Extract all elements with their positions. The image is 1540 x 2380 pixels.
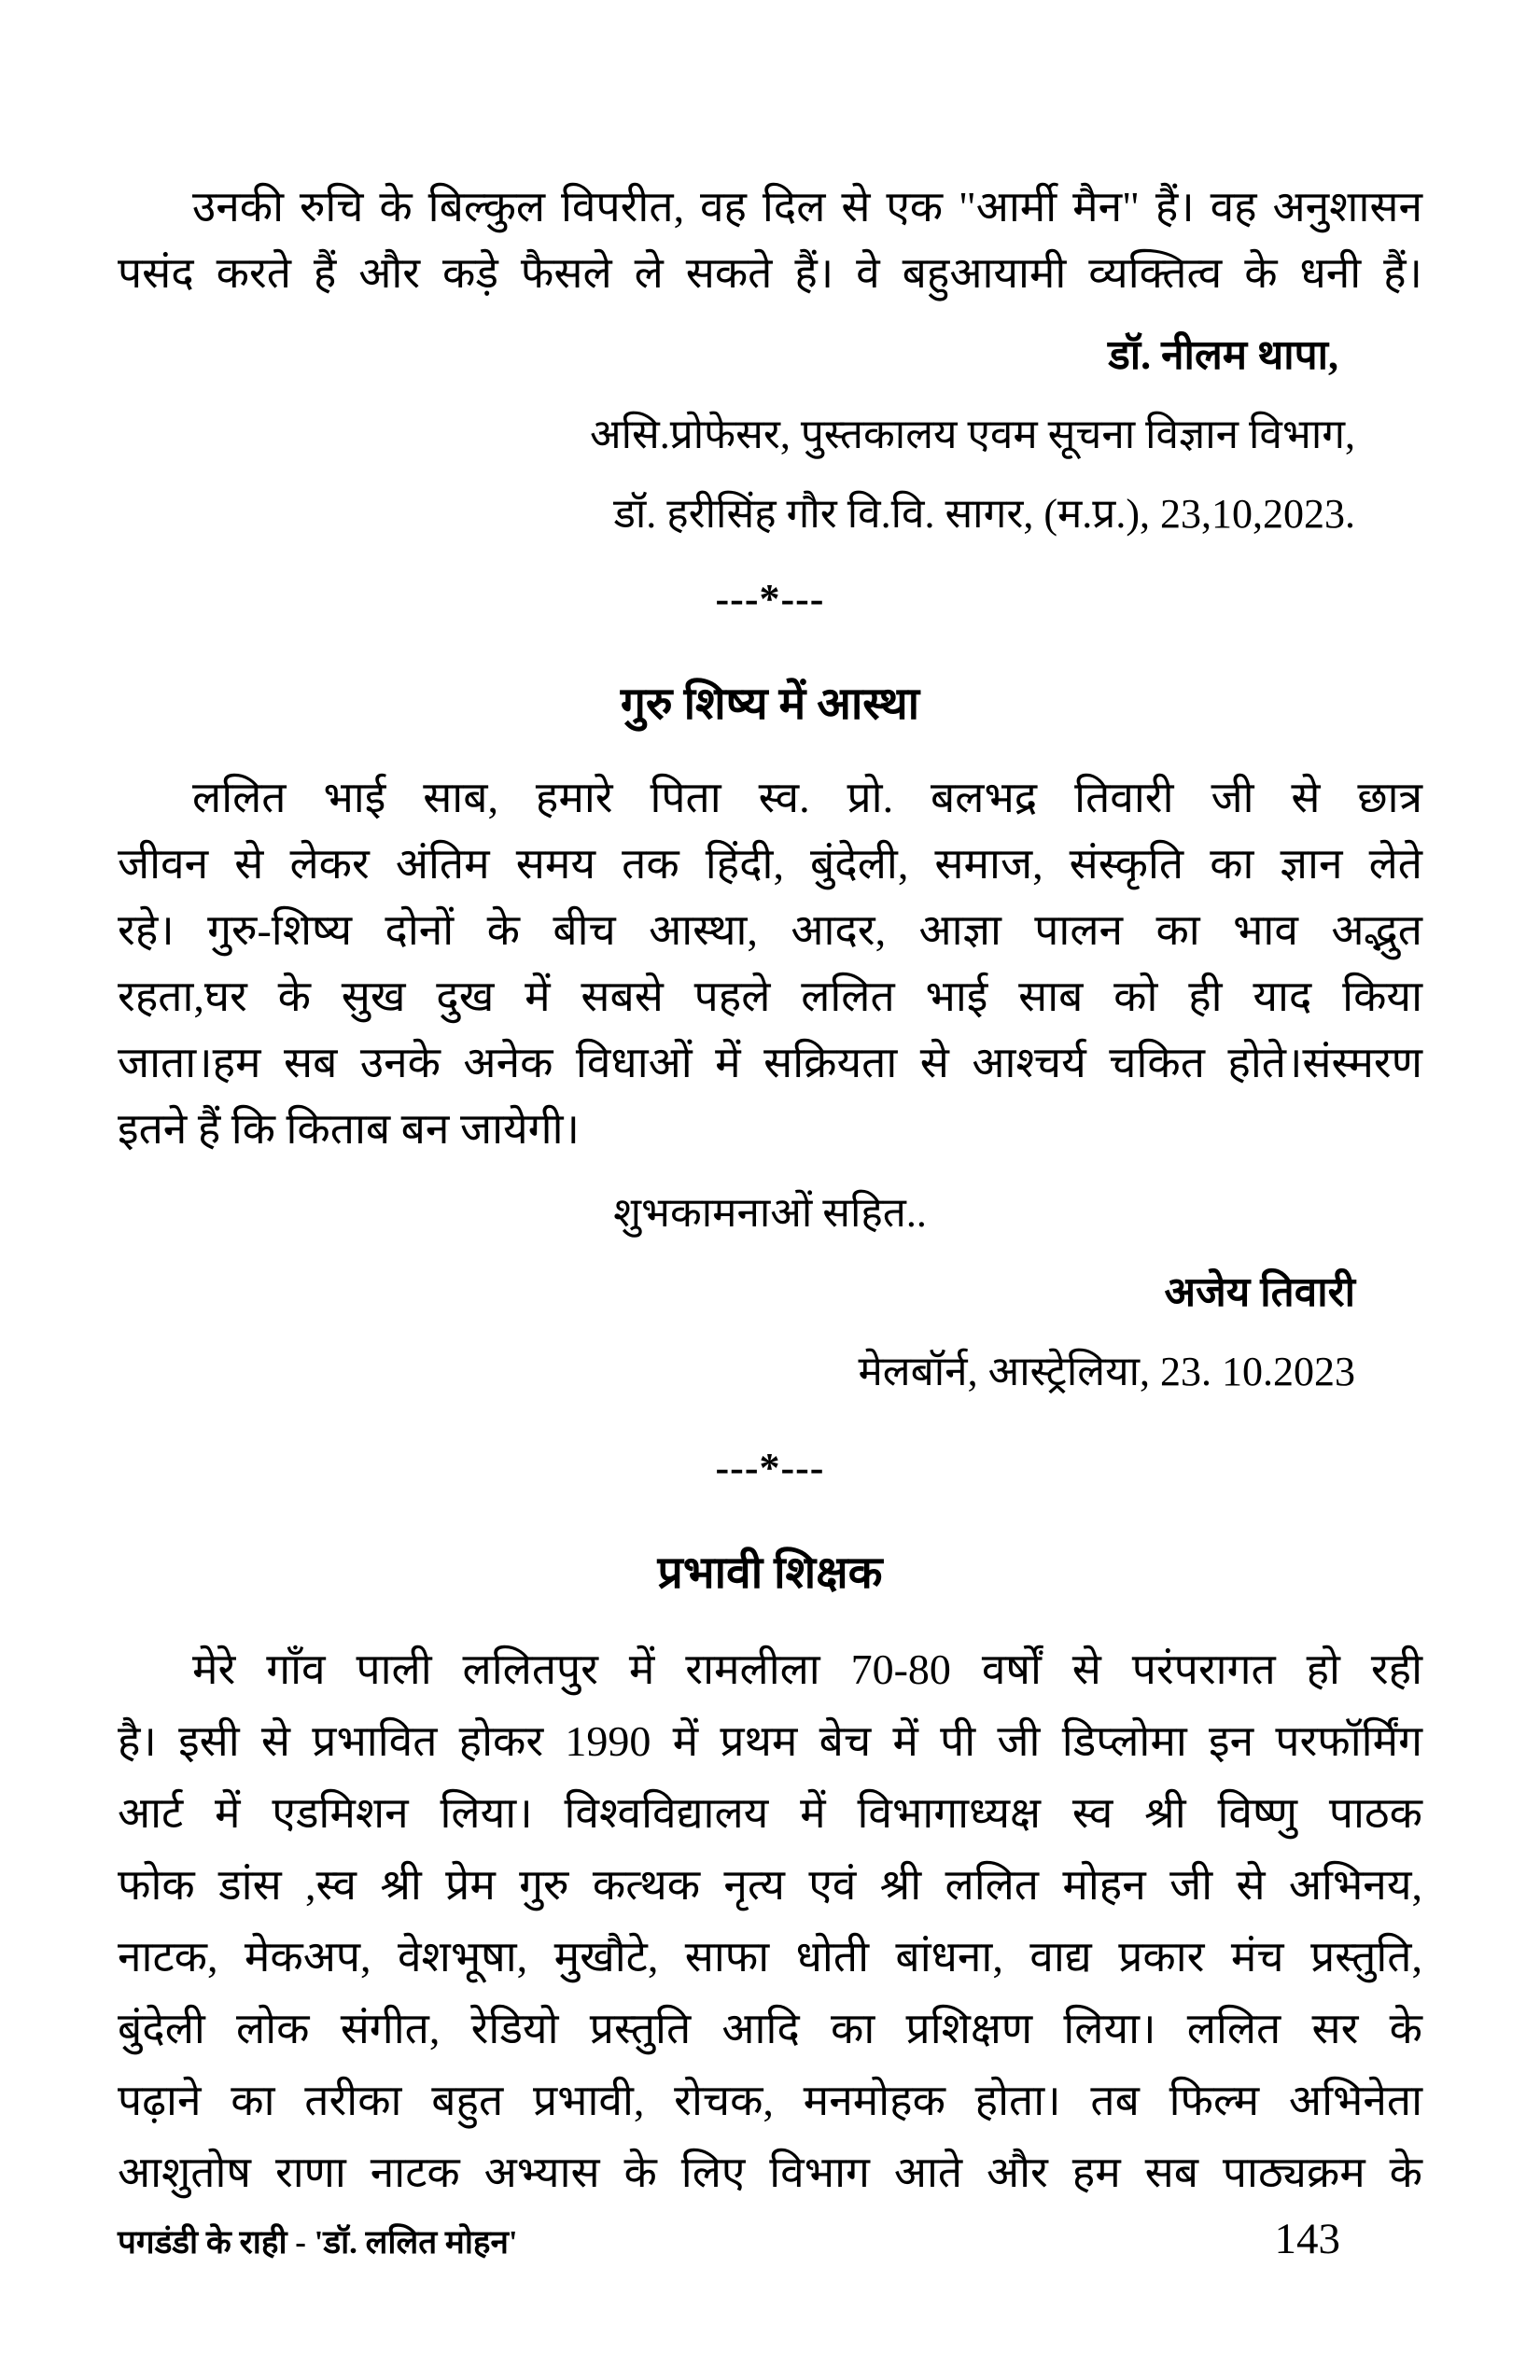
section-heading: गुरु शिष्य में आस्था [620,679,920,729]
section-divider: ---*--- [715,1445,825,1491]
paragraph-line: इतने हैं कि किताब बन जायेगी। [118,1105,580,1153]
paragraph-line: पसंद करते हैं और कड़े फैसले ले सकते हैं। वे बहुआयामी व्यक्तित्व के धनी हैं। [118,249,1422,297]
paragraph-line: मेरे गाँव पाली ललितपुर में रामलीला 70-80 वर्षों से परंपरागत हो रही [192,1645,1422,1693]
section-paragraph [118,1633,1422,2208]
paragraph-line: उनकी रुचि के बिल्कुल विपरीत, वह दिल से एक "आर्मी मैन" हैं। वह अनुशासन [192,183,1422,231]
paragraph-line: बुंदेली लोक संगीत, रेडियो प्रस्तुति आदि का प्रशिक्षण लिया। ललित सर के [118,2005,1422,2052]
section-divider: ---*--- [715,576,825,622]
paragraph-line: आर्ट में एडमिशन लिया। विश्वविद्यालय में विभागाध्यक्ष स्व श्री विष्णु पाठक [118,1789,1422,1837]
page-footer [118,2214,1422,2264]
author-signature: अजेय तिवारी [1164,1269,1355,1315]
paragraph-line: नाटक, मेकअप, वेशभूषा, मुखौटे, साफा धोती बांधना, वाद्य प्रकार मंच प्रस्तुति, [118,1933,1422,1981]
attribution-block [118,315,1422,553]
paragraph-line: रहता,घर के सुख दुख में सबसे पहले ललित भाई साब को ही याद किया [118,973,1422,1020]
footer-page-number: 143 [1274,2215,1340,2263]
section-paragraph [118,764,1422,1162]
author-place-date: मेलबॉर्न, आस्ट्रेलिया, 23. 10.2023 [858,1349,1355,1394]
paragraph-line: है। इसी से प्रभावित होकर 1990 में प्रथम बेच में पी जी डिप्लोमा इन परफॉर्मिंग [118,1717,1422,1765]
paragraph-line: रहे। गुरु-शिष्य दोनों के बीच आस्था, आदर, आज्ञा पालन का भाव अद्भुत [118,906,1422,954]
author-designation: असि.प्रोफेसर, पुस्तकालय एवम सूचना विज्ञान विभाग, [589,412,1355,457]
paragraph-line: आशुतोष राणा नाटक अभ्यास के लिए विभाग आते और हम सब पाठ्यक्रम के [118,2149,1422,2196]
section-heading: प्रभावी शिक्षक [657,1548,883,1598]
author-place-date: डॉ. हरीसिंह गौर वि.वि. सागर, (म.प्र.), 23,10,2023. [613,491,1355,537]
author-signature: डॉ. नीलम थापा, [1108,332,1338,378]
paragraph-line: फोक डांस ,स्व श्री प्रेम गुरु कत्थक नृत्य एवं श्री ललित मोहन जी से अभिनय, [118,1861,1422,1909]
footer-book-title: पगडंडी के राही - 'डॉ. ललित मोहन' [118,2224,518,2261]
quote-paragraph [118,174,1422,306]
closing-wishes: शुभकामनाओं सहित.. [613,1190,927,1236]
paragraph-line: जीवन से लेकर अंतिम समय तक हिंदी, बुंदेली, समाज, संस्कृति का ज्ञान लेते [118,840,1422,888]
paragraph-line: जाता।हम सब उनके अनेक विधाओं में सक्रियता से आश्चर्य चकित होते।संस्मरण [118,1039,1422,1086]
paragraph-line: पढ़ाने का तरीका बहुत प्रभावी, रोचक, मनमोहक होता। तब फिल्म अभिनेता [118,2077,1422,2124]
paragraph-line: ललित भाई साब, हमारे पिता स्व. प्रो. बलभद्र तिवारी जी से छात्र [192,774,1422,821]
